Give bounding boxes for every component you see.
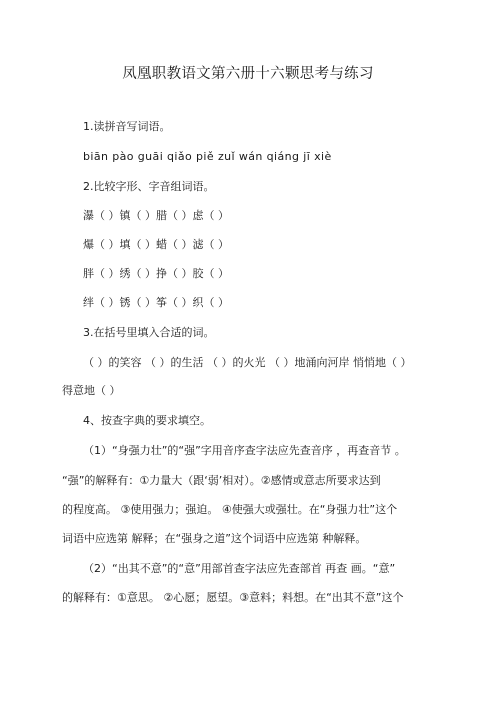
question-4-part-2-line: （2）“出其不意”的“意”用部首查字法应先查部首 再查 画。“意” [83,562,396,575]
question-2-row: 胖（ ）绣（ ）挣（ ）胶（ ） [83,267,229,280]
question-2-heading: 2.比较字形、字音组词语。 [83,180,215,193]
question-4-heading: 4、按查字典的要求填空。 [83,414,211,427]
question-2-row: 瀑（ ）镇（ ）腊（ ）虑（ ） [83,209,229,222]
question-4-part-1-line: “强”的解释有：①力量大（跟‘弱’相对）。②感情或意志所要求达到 [62,474,381,487]
question-3-line: （ ）的笑容 （ ）的生活 （ ）的火光 （ ）地涌向河岸 悄悄地（ ） [83,356,412,369]
question-3-line: 得意地（ ） [62,384,121,397]
question-4-part-2-line: 的解释有：①意思。 ②心愿；愿望。③意料；料想。在“出其不意”这个 [62,591,404,604]
question-4-part-1-line: 的程度高。 ③使用强力；强迫。 ④使强大或强壮。在“身强力壮”这个 [62,503,398,516]
question-1-heading: 1.读拼音写词语。 [83,120,171,133]
question-3-heading: 3.在括号里填入合适的词。 [83,326,215,339]
question-4-part-1-line: 词语中应选第 解释；在“强身之道”这个词语中应选第 种解释。 [62,532,367,545]
question-2-row: 绊（ ）锈（ ）筝（ ）织（ ） [83,296,229,309]
question-4-part-1-line: （1）“身强力壮”的“强”字用音序查字法应先查音序 ，再查音节 。 [83,444,406,457]
page-title: 凤凰职教语文第六册十六颗思考与练习 [122,66,374,82]
question-2-row: 爆（ ）填（ ）蜡（ ）滤（ ） [83,238,229,251]
question-1-pinyin: biān pào guāi qiǎo piě zuǐ wán qiáng jī xiè [83,150,332,163]
